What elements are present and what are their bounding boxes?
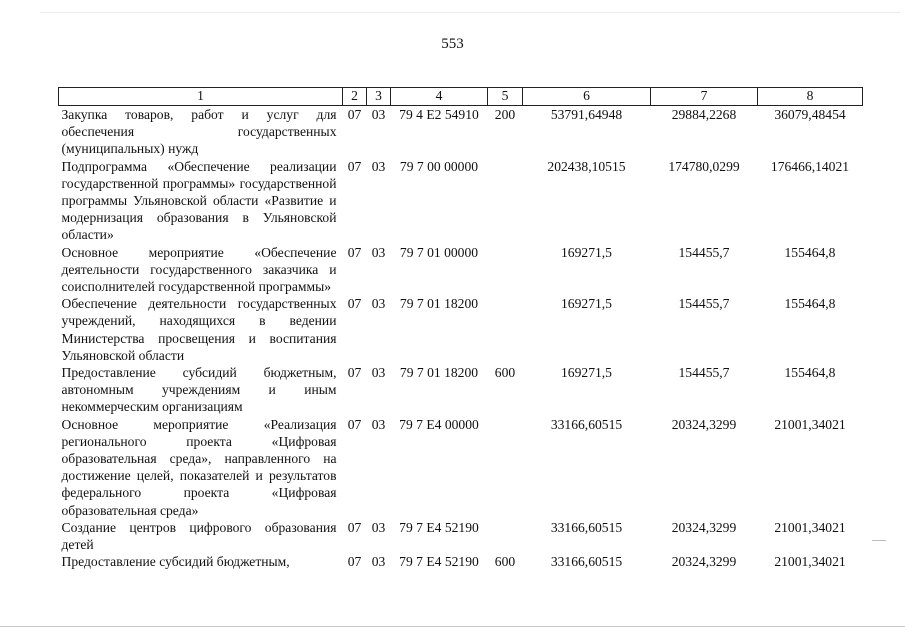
table-header-row bbox=[59, 88, 863, 106]
row-subsection: 03 bbox=[371, 365, 386, 381]
row-value-8: 36079,48454 bbox=[774, 107, 846, 122]
row-section: 07 bbox=[347, 519, 362, 535]
table-row bbox=[59, 416, 863, 519]
row-expense-type: 600 bbox=[494, 365, 516, 381]
row-subsection: 03 bbox=[371, 296, 386, 312]
row-target-code: 79 7 E4 52190 bbox=[399, 519, 479, 535]
row-name: Предоставление субсидий бюджетным, bbox=[61, 554, 290, 570]
row-expense-type: 200 bbox=[494, 107, 516, 122]
page-number: 553 bbox=[441, 36, 464, 52]
row-value-7: 154455,7 bbox=[678, 244, 730, 260]
row-target-code: 79 7 01 18200 bbox=[399, 296, 479, 312]
row-value-8: 155464,8 bbox=[784, 365, 836, 381]
row-value-7: 20324,3299 bbox=[671, 519, 737, 535]
row-name: Основное мероприятие «Обеспечение деятельности государственного заказчика и соисполнителей государственной программы» bbox=[61, 244, 337, 295]
row-expense-type bbox=[488, 416, 523, 519]
header-col-5: 5 bbox=[488, 88, 523, 106]
row-value-8: 176466,14021 bbox=[770, 158, 850, 174]
row-value-7: 154455,7 bbox=[678, 296, 730, 312]
row-expense-type bbox=[488, 158, 523, 244]
row-value-6: 169271,5 bbox=[561, 365, 612, 381]
row-name: Подпрограмма «Обеспечение реализации государственной программы» государственной программы Ульяновской области «Развитие и модернизация образования в Ульяновской области» bbox=[61, 158, 337, 243]
row-subsection: 03 bbox=[371, 107, 386, 122]
row-value-6: 33166,60515 bbox=[550, 519, 623, 535]
row-target-code: 79 7 E4 00000 bbox=[399, 416, 479, 432]
row-name: Предоставление субсидий бюджетным, автономным учреждениям и иным некоммерческим организациям bbox=[61, 365, 337, 415]
row-value-8: 21001,34021 bbox=[774, 416, 846, 432]
row-value-6: 33166,60515 bbox=[550, 554, 623, 570]
row-value-7: 20324,3299 bbox=[671, 554, 737, 570]
header-col-3: 3 bbox=[367, 88, 391, 106]
row-expense-type bbox=[488, 244, 523, 296]
row-value-7: 20324,3299 bbox=[671, 416, 737, 432]
row-value-6: 33166,60515 bbox=[550, 416, 623, 432]
header-col-1: 1 bbox=[59, 88, 343, 106]
header-col-8: 8 bbox=[758, 88, 863, 106]
table-row bbox=[59, 158, 863, 244]
row-expense-type bbox=[488, 295, 523, 364]
row-name: Создание центров цифрового образования детей bbox=[61, 519, 337, 553]
row-section: 07 bbox=[347, 554, 362, 570]
scan-mark bbox=[872, 540, 886, 541]
row-value-6: 169271,5 bbox=[561, 296, 612, 312]
table-row bbox=[59, 106, 863, 158]
row-section: 07 bbox=[347, 244, 362, 260]
row-name: Основное мероприятие «Реализация регионального проекта «Цифровая образовательная среда», направленного на достижение целей, показателей и результатов федерального проекта «Цифровая образовательная среда» bbox=[61, 416, 337, 518]
table-row bbox=[59, 244, 863, 296]
row-target-code: 79 4 E2 54910 bbox=[399, 107, 479, 122]
table-row bbox=[59, 295, 863, 364]
row-value-7: 29884,2268 bbox=[671, 107, 737, 122]
row-expense-type: 600 bbox=[494, 554, 516, 570]
row-target-code: 79 7 01 00000 bbox=[399, 244, 479, 260]
row-section: 07 bbox=[347, 296, 362, 312]
row-section: 07 bbox=[347, 158, 362, 174]
row-value-8: 21001,34021 bbox=[774, 519, 846, 535]
row-name: Закупка товаров, работ и услуг для обеспечения государственных (муниципальных) нужд bbox=[61, 107, 337, 157]
row-subsection: 03 bbox=[371, 244, 386, 260]
row-expense-type bbox=[488, 519, 523, 553]
row-value-7: 174780,0299 bbox=[668, 158, 740, 174]
row-subsection: 03 bbox=[371, 519, 386, 535]
row-target-code: 79 7 00 00000 bbox=[399, 158, 479, 174]
header-col-7: 7 bbox=[651, 88, 758, 106]
row-target-code: 79 7 E4 52190 bbox=[399, 554, 479, 570]
row-value-6: 202438,10515 bbox=[547, 158, 626, 174]
row-value-7: 154455,7 bbox=[678, 365, 730, 381]
row-value-6: 169271,5 bbox=[561, 244, 612, 260]
header-col-2: 2 bbox=[343, 88, 367, 106]
header-col-4: 4 bbox=[391, 88, 488, 106]
row-section: 07 bbox=[347, 107, 362, 122]
table-row bbox=[59, 364, 863, 416]
row-section: 07 bbox=[347, 365, 362, 381]
row-target-code: 79 7 01 18200 bbox=[399, 365, 479, 381]
table-row bbox=[59, 553, 863, 570]
row-value-8: 21001,34021 bbox=[774, 554, 846, 570]
header-col-6: 6 bbox=[523, 88, 651, 106]
row-value-8: 155464,8 bbox=[784, 244, 836, 260]
row-name: Обеспечение деятельности государственных учреждений, находящихся в ведении Министерства просвещения и воспитания Ульяновской области bbox=[61, 296, 337, 363]
row-subsection: 03 bbox=[371, 416, 386, 432]
table-row bbox=[59, 519, 863, 553]
scan-edge-bottom bbox=[0, 626, 905, 627]
row-subsection: 03 bbox=[371, 158, 386, 174]
row-section: 07 bbox=[347, 416, 362, 432]
row-subsection: 03 bbox=[371, 554, 386, 570]
row-value-6: 53791,64948 bbox=[550, 107, 623, 122]
scan-edge-top bbox=[40, 12, 900, 13]
budget-table bbox=[58, 87, 863, 570]
row-value-8: 155464,8 bbox=[784, 296, 836, 312]
